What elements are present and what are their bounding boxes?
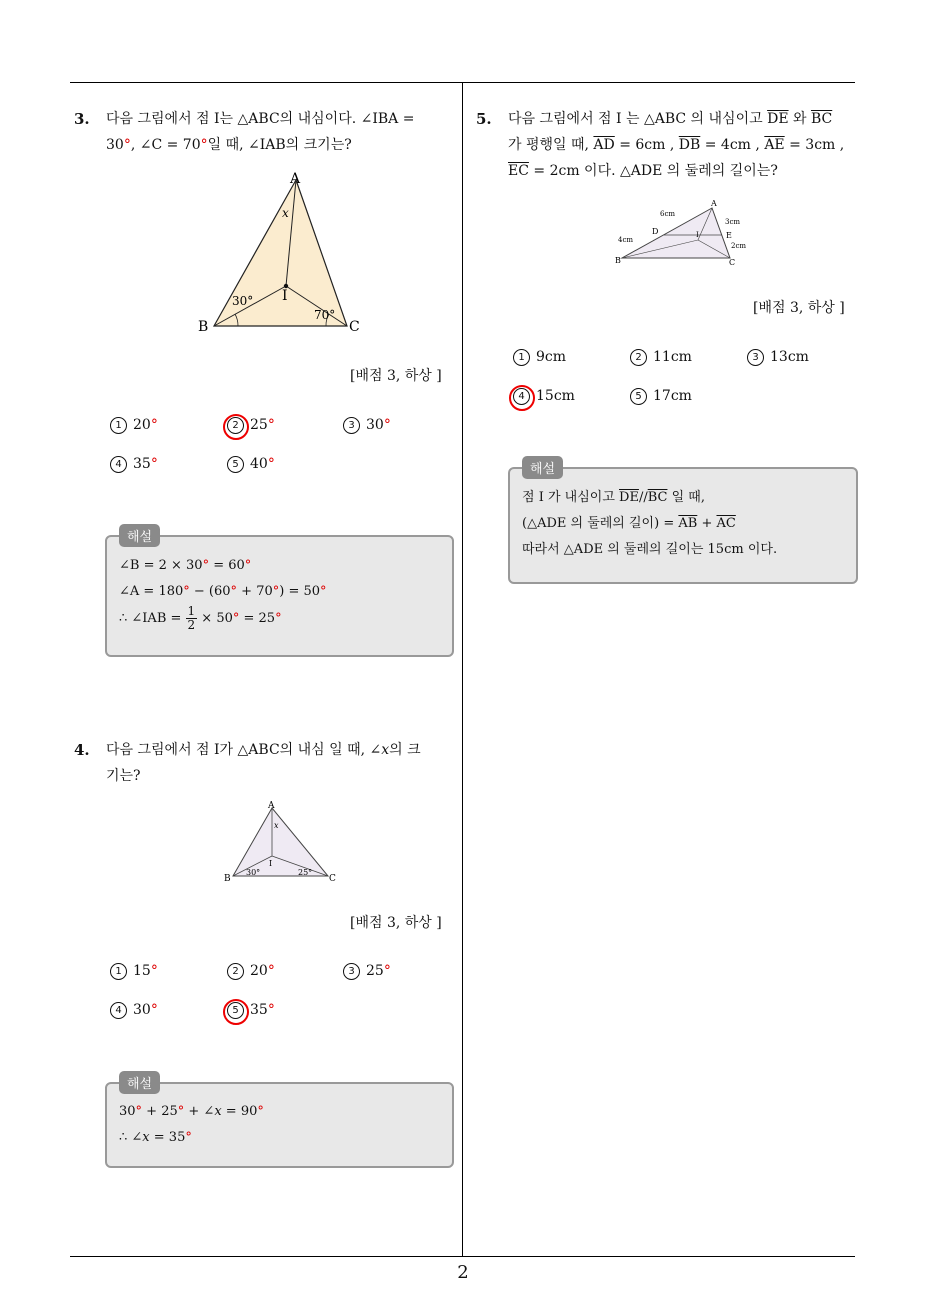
question-line: $\overline{EC} = 2cm$ 이다. △ADE 의 둘레의 길이는? — [508, 163, 778, 179]
question-line: 다음 그림에서 점 I가 △ABC의 내심 일 때, ∠x의 크 — [106, 742, 421, 758]
question-line: 가 평행일 때, $\overline{AD} = 6cm$ , $\overline{DB} = 4cm$ , $\overline{AE} = 3cm$ , — [508, 137, 845, 153]
solution-tag: 해설 — [119, 524, 160, 547]
length-label-db: 4cm — [618, 236, 634, 244]
angle-label-x: x — [282, 206, 289, 220]
selected-circle — [509, 385, 535, 411]
degree-sign: ° — [383, 417, 391, 433]
column-divider — [462, 82, 463, 1257]
degree-sign: ° — [150, 417, 158, 433]
choice-3[interactable] — [343, 963, 391, 980]
choice-text: 17cm — [653, 388, 692, 404]
solution-body — [119, 1099, 264, 1151]
length-label-ec: 2cm — [731, 242, 747, 250]
choice-2[interactable] — [227, 417, 275, 434]
page-number: 2 — [457, 1262, 469, 1283]
triangle-figure-q3 — [190, 168, 370, 338]
selected-circle — [223, 999, 249, 1025]
choice-text: 30 — [133, 1002, 151, 1018]
choice-4[interactable] — [513, 388, 575, 405]
degree-sign: ° — [267, 1002, 275, 1018]
choice-text: 20 — [250, 963, 268, 979]
choice-4[interactable] — [110, 1002, 158, 1019]
question-text — [106, 737, 458, 789]
bottom-rule — [70, 1256, 855, 1257]
choice-text: 11cm — [653, 349, 692, 365]
choice-number: 5 — [227, 1002, 244, 1019]
solution-body — [119, 553, 327, 632]
vertex-label-B: B — [615, 256, 621, 265]
vertex-label-D: D — [652, 227, 659, 236]
question-text — [106, 106, 458, 158]
vertex-label-A: A — [711, 199, 717, 208]
question-number: 5. — [476, 110, 492, 128]
angle-label-b: 30° — [232, 294, 254, 308]
question-line: 다음 그림에서 점 I 는 △ABC 의 내심이고 $\overline{DE}$ 와 $\overline{BC}$ — [508, 111, 833, 127]
choice-3[interactable] — [747, 349, 809, 366]
choice-4[interactable] — [110, 456, 158, 473]
choice-number: 1 — [110, 963, 127, 980]
triangle-figure-q5 — [612, 196, 752, 268]
solution-line: ∴ ∠x = 35° — [119, 1130, 192, 1145]
choice-1[interactable] — [110, 417, 158, 434]
degree-sign: ° — [267, 417, 275, 433]
solution-line: ∴ ∠IAB = $\frac{1}{2}$ × 50° = 25° — [119, 604, 282, 632]
choice-text: 40 — [250, 456, 268, 472]
choice-1[interactable] — [110, 963, 158, 980]
solution-line: 점 I 가 내심이고 $\overline{DE}//\overline{BC}$ 일 때, — [522, 490, 705, 505]
selected-circle — [223, 414, 249, 440]
choice-number: 3 — [747, 349, 764, 366]
solution-line: 따라서 △ADE 의 둘레의 길이는 15cm 이다. — [522, 542, 778, 557]
degree-sign: ° — [150, 1002, 158, 1018]
solution-box — [105, 530, 454, 657]
solution-body — [522, 485, 777, 563]
choice-text: 9cm — [536, 349, 567, 365]
vertex-label-B: B — [198, 319, 209, 335]
vertex-label-C: C — [729, 258, 736, 267]
question-line: 다음 그림에서 점 I는 △ABC의 내심이다. ∠IBA = — [106, 111, 415, 127]
angle-label-c: 25° — [298, 868, 313, 877]
degree-sign: ° — [150, 456, 158, 472]
text-segment: 30 — [106, 137, 124, 153]
score-label: [배점 3, 하상 ] — [350, 915, 442, 931]
incenter-label: I — [269, 859, 273, 868]
score-label: [배점 3, 하상 ] — [350, 368, 442, 384]
choice-2[interactable] — [630, 349, 692, 366]
solution-line: ∠A = 180° − (60° + 70°) = 50° — [119, 584, 327, 599]
solution-line: ∠B = 2 × 30° = 60° — [119, 558, 252, 573]
choice-5[interactable] — [227, 1002, 275, 1019]
question-line — [106, 132, 458, 158]
choice-number: 4 — [110, 1002, 127, 1019]
choice-text: 15 — [133, 963, 151, 979]
length-label-ad: 6cm — [660, 210, 676, 218]
solution-tag: 해설 — [522, 456, 563, 479]
choice-number: 3 — [343, 963, 360, 980]
choice-number: 2 — [630, 349, 647, 366]
vertex-label-B: B — [224, 874, 231, 884]
choice-number: 5 — [630, 388, 647, 405]
choice-3[interactable] — [343, 417, 391, 434]
choice-5[interactable] — [227, 456, 275, 473]
score-label: [배점 3, 하상 ] — [753, 300, 845, 316]
triangle-figure-q4 — [220, 798, 345, 886]
text-segment: 일 때, ∠IAB의 크기는? — [207, 137, 352, 153]
degree-sign: ° — [123, 137, 131, 153]
choice-text: 25 — [250, 417, 268, 433]
choice-text: 15cm — [536, 388, 575, 404]
choice-number: 4 — [513, 388, 530, 405]
choice-5[interactable] — [630, 388, 692, 405]
question-text — [508, 106, 868, 184]
angle-label-c: 70° — [314, 308, 336, 322]
vertex-label-C: C — [329, 874, 336, 884]
incenter-label: I — [282, 288, 288, 304]
choice-text: 35 — [250, 1002, 268, 1018]
solution-line: (△ADE 의 둘레의 길이) = $\overline{AB} + \overline{AC}$ — [522, 516, 736, 531]
degree-sign: ° — [200, 137, 208, 153]
fraction: $\frac{1}{2}$ — [187, 604, 196, 632]
solution-line: 30° + 25° + ∠x = 90° — [119, 1104, 264, 1119]
choice-number: 2 — [227, 963, 244, 980]
degree-sign: ° — [267, 963, 275, 979]
choice-1[interactable] — [513, 349, 566, 366]
solution-box — [508, 462, 858, 584]
choice-number: 3 — [343, 417, 360, 434]
choice-2[interactable] — [227, 963, 275, 980]
choice-text: 25 — [366, 963, 384, 979]
degree-sign: ° — [150, 963, 158, 979]
solution-box — [105, 1077, 454, 1168]
vertex-label-E: E — [726, 231, 732, 240]
length-label-ae: 3cm — [725, 218, 741, 226]
choice-number: 4 — [110, 456, 127, 473]
choice-number: 1 — [110, 417, 127, 434]
vertex-label-A: A — [290, 171, 301, 187]
vertex-label-C: C — [349, 319, 360, 335]
angle-label-b: 30° — [246, 868, 261, 877]
vertex-label-A: A — [268, 801, 275, 811]
question-number: 4. — [74, 741, 90, 759]
solution-tag: 해설 — [119, 1071, 160, 1094]
choice-number: 2 — [227, 417, 244, 434]
choice-text: 30 — [366, 417, 384, 433]
choice-text: 13cm — [770, 349, 809, 365]
choice-text: 20 — [133, 417, 151, 433]
question-number: 3. — [74, 110, 90, 128]
incenter-label: I — [696, 231, 699, 239]
choice-text: 35 — [133, 456, 151, 472]
choice-number: 1 — [513, 349, 530, 366]
question-line: 기는? — [106, 768, 141, 784]
text-segment: , ∠C = 70 — [130, 137, 201, 153]
degree-sign: ° — [267, 456, 275, 472]
degree-sign: ° — [383, 963, 391, 979]
choice-number: 5 — [227, 456, 244, 473]
angle-label-x: x — [274, 821, 279, 830]
